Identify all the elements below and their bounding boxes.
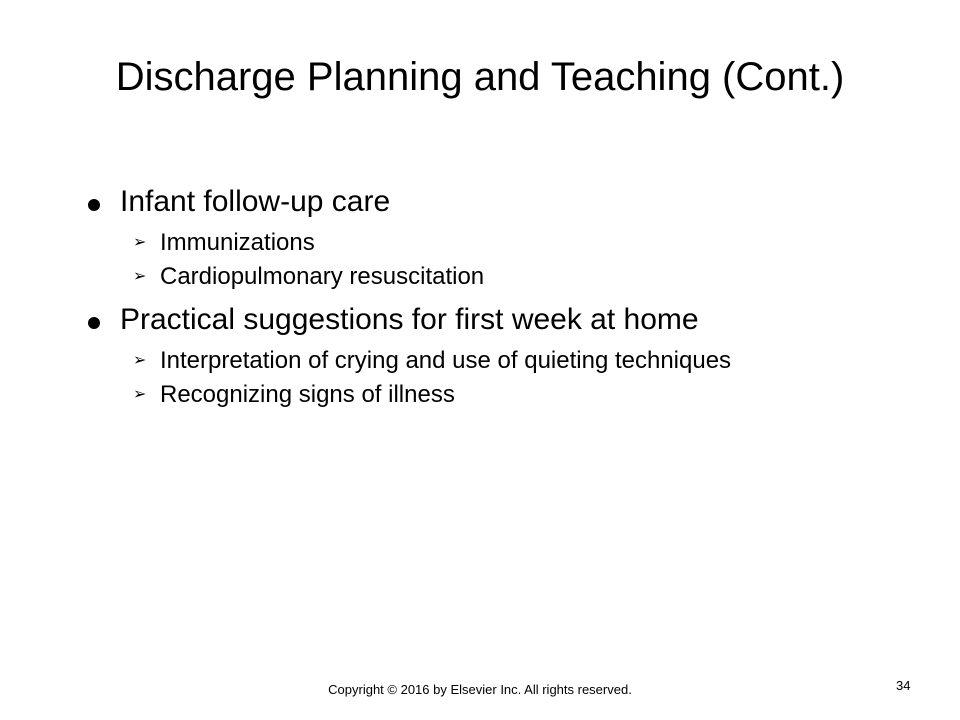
- arrowhead-bullet-icon: ➢: [133, 234, 147, 251]
- bullet-item: [82, 298, 882, 342]
- slide-title: Discharge Planning and Teaching (Cont.): [115, 55, 845, 99]
- sub-bullet-text: Cardiopulmonary resuscitation: [160, 263, 485, 290]
- filled-circle-bullet-icon: [88, 199, 100, 211]
- arrowhead-bullet-icon: ➢: [133, 268, 147, 285]
- bullet-item: [82, 180, 882, 224]
- bullet-text: Infant follow-up care: [120, 185, 391, 218]
- sub-bullet-text: Recognizing signs of illness: [160, 381, 455, 408]
- filled-circle-bullet-icon: [88, 317, 100, 329]
- sub-bullet-item: [82, 344, 882, 378]
- arrowhead-bullet-icon: ➢: [133, 352, 147, 369]
- page-number: 34: [896, 678, 911, 693]
- copyright-notice: Copyright © 2016 by Elsevier Inc. All rights reserved.: [328, 682, 632, 697]
- sub-bullet-item: [82, 378, 882, 412]
- sub-bullet-item: [82, 260, 882, 294]
- sub-bullet-text: Immunizations: [160, 229, 315, 256]
- bullet-list: [82, 180, 882, 412]
- bullet-text: Practical suggestions for first week at home: [120, 303, 699, 336]
- sub-bullet-item: [82, 226, 882, 260]
- sub-bullet-text: Interpretation of crying and use of quieting techniques: [160, 347, 732, 374]
- arrowhead-bullet-icon: ➢: [133, 386, 147, 403]
